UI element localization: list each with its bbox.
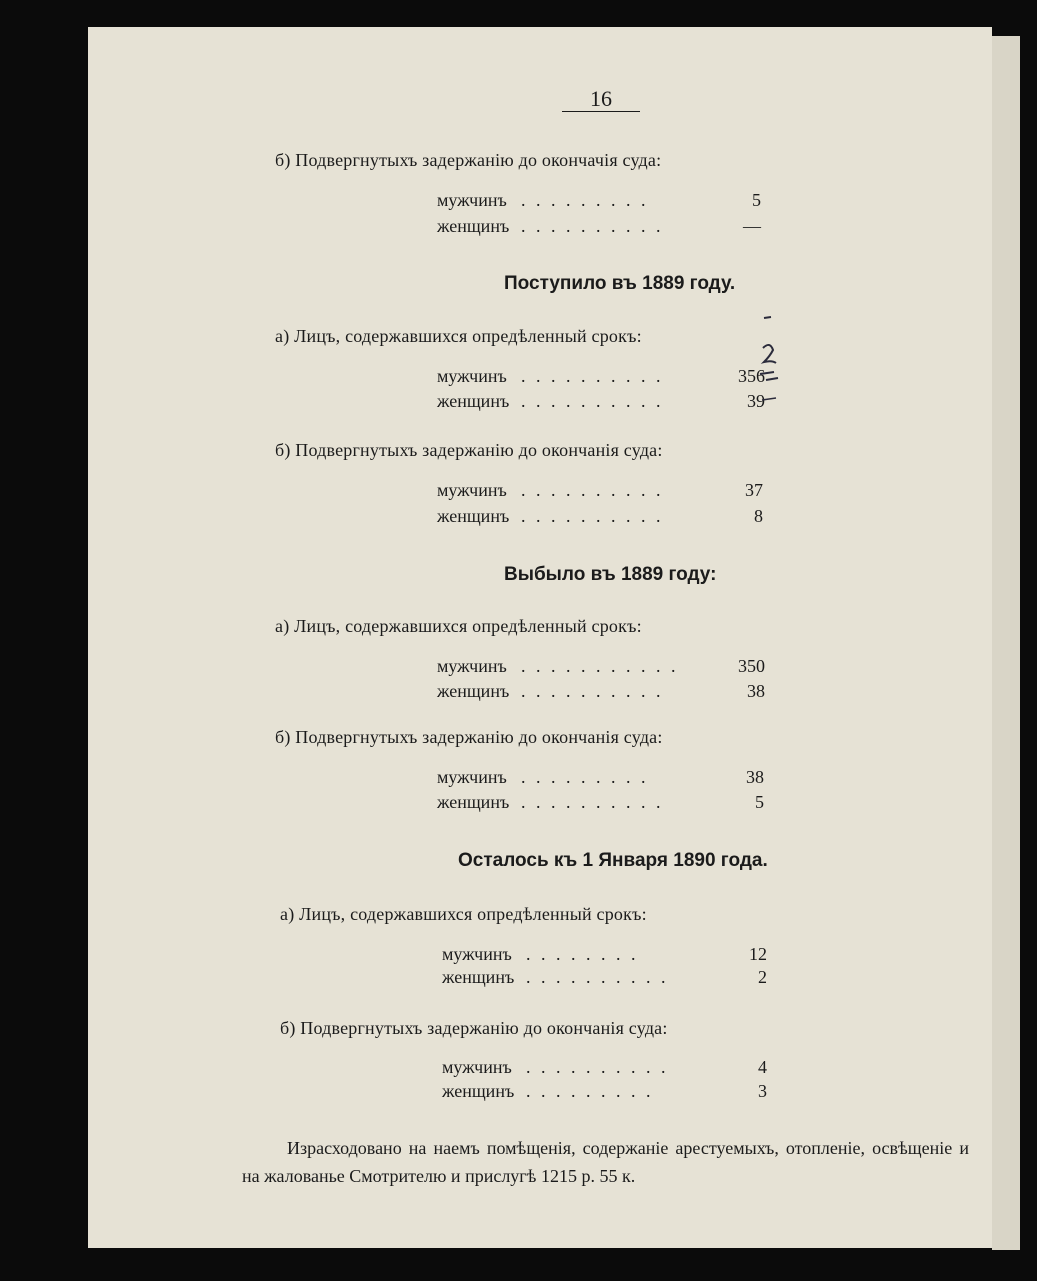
closing-paragraph: Израсходовано на наемъ помѣщенія, содержаніе арестуемыхъ, отопленіе, освѣщеніе и на жалованье Смотрителю и прислугѣ 1215 р. 55 к. (242, 1138, 969, 1186)
leader-dots: . . . . . . . . . . (521, 366, 664, 386)
row-value: 38 (747, 681, 765, 701)
row-value: 356 (738, 366, 765, 386)
row-value: 12 (749, 944, 767, 964)
leader-dots: . . . . . . . . . (526, 1081, 654, 1101)
row-label: женщинъ (437, 391, 510, 411)
subsection-label: а) Лицъ, содержавшихся опредѣленный срокъ: (275, 616, 642, 636)
row-value: 2 (758, 967, 767, 987)
row-label: женщинъ (437, 506, 510, 526)
row-label: мужчинъ (437, 767, 507, 787)
row-value: — (743, 216, 761, 236)
leader-dots: . . . . . . . . . . . (521, 656, 679, 676)
leader-dots: . . . . . . . . . (521, 767, 649, 787)
row-value: 5 (752, 190, 761, 210)
subsection-label: а) Лицъ, содержавшихся опредѣленный срокъ: (280, 904, 647, 924)
leader-dots: . . . . . . . . . . (521, 216, 664, 236)
row-value: 38 (746, 767, 764, 787)
section-heading: Выбыло въ 1889 году: (504, 564, 717, 585)
leader-dots: . . . . . . . . . . (526, 1057, 669, 1077)
leader-dots: . . . . . . . . . . (521, 506, 664, 526)
row-value: 37 (745, 480, 763, 500)
facing-page-edge (992, 36, 1020, 1250)
row-label: мужчинъ (442, 1057, 512, 1077)
section-heading: Поступило въ 1889 году. (504, 273, 736, 294)
handwritten-marks (754, 314, 784, 406)
row-value: 3 (758, 1081, 767, 1101)
row-value: 8 (754, 506, 763, 526)
leader-dots: . . . . . . . . . . (521, 681, 664, 701)
subsection-label: б) Подвергнутыхъ задержанію до окончанія суда: (275, 440, 663, 460)
row-label: мужчинъ (437, 480, 507, 500)
page-number: 16 (590, 86, 612, 111)
row-value: 4 (758, 1057, 767, 1077)
row-label: мужчинъ (437, 366, 507, 386)
subsection-label: б) Подвергнутыхъ задержанію до окончанія суда: (280, 1018, 668, 1038)
section-label: б) Подвергнутыхъ задержанію до окончачія суда: (275, 150, 662, 170)
section-heading: Осталось къ 1 Января 1890 года. (458, 850, 768, 871)
row-label: мужчинъ (437, 656, 507, 676)
row-label: женщинъ (437, 216, 510, 236)
leader-dots: . . . . . . . . . . (521, 792, 664, 812)
row-value: 39 (747, 391, 765, 411)
row-value: 350 (738, 656, 765, 676)
subsection-label: б) Подвергнутыхъ задержанію до окончанія суда: (275, 727, 663, 747)
leader-dots: . . . . . . . . . (521, 190, 649, 210)
leader-dots: . . . . . . . . . . (521, 391, 664, 411)
row-label: женщинъ (442, 967, 515, 987)
subsection-label: а) Лицъ, содержавшихся опредѣленный срокъ: (275, 326, 642, 346)
row-label: женщинъ (437, 792, 510, 812)
leader-dots: . . . . . . . . . . (521, 480, 664, 500)
row-label: мужчинъ (442, 944, 512, 964)
page-number-rule (562, 111, 640, 112)
leader-dots: . . . . . . . . . . (526, 967, 669, 987)
row-label: женщинъ (442, 1081, 515, 1101)
row-label: мужчинъ (437, 190, 507, 210)
row-value: 5 (755, 792, 764, 812)
leader-dots: . . . . . . . . (526, 944, 639, 964)
row-label: женщинъ (437, 681, 510, 701)
